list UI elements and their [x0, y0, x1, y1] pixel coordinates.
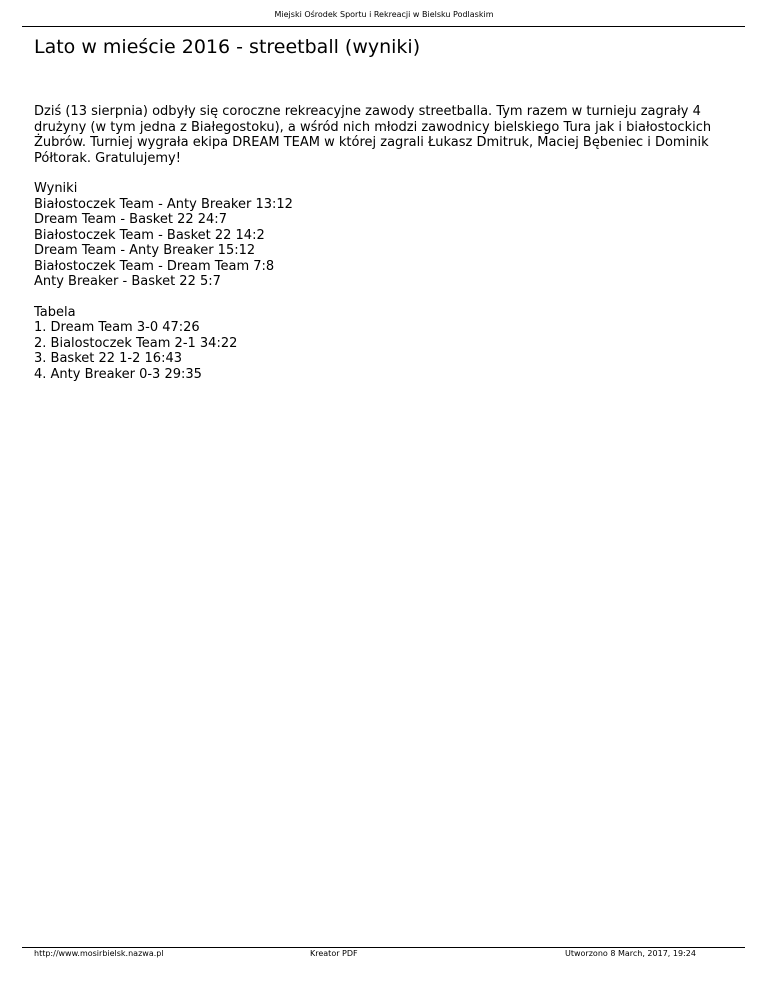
footer-divider: [22, 947, 745, 948]
results-section: [34, 181, 734, 290]
standings-row: 3. Basket 22 1-2 16:43: [34, 351, 182, 366]
footer-created: Utworzono 8 March, 2017, 19:24: [565, 949, 696, 958]
site-header: Miejski Ośrodek Sportu i Rekreacji w Bielsku Podlaskim: [274, 10, 494, 19]
intro-line: Żubrów. Turniej wygrała ekipa DREAM TEAM w której zagrali Łukasz Dmitruk, Maciej Bębeniec i Dominik: [34, 135, 709, 150]
standings-heading: Tabela: [34, 304, 76, 320]
intro-line: Dziś (13 sierpnia) odbyły się coroczne rekreacyjne zawody streetballa. Tym razem w turnieju zagrały 4: [34, 104, 701, 119]
result-row: Białostoczek Team - Dream Team 7:8: [34, 258, 275, 274]
article-title: Lato w mieście 2016 - streetball (wyniki): [34, 36, 421, 58]
standings-row: 2. Bialostoczek Team 2-1 34:22: [34, 335, 238, 351]
standings-row: 4. Anty Breaker 0-3 29:35: [34, 366, 202, 382]
results-heading: Wyniki: [34, 181, 78, 196]
result-row: Białostoczek Team - Basket 22 14:2: [34, 227, 265, 243]
article-body: [34, 104, 734, 382]
result-row: Dream Team - Anty Breaker 15:12: [34, 243, 256, 258]
footer-generator: Kreator PDF: [310, 949, 358, 958]
footer-url: http://www.mosirbielsk.nazwa.pl: [34, 949, 164, 958]
result-row: Białostoczek Team - Anty Breaker 13:12: [34, 196, 293, 212]
result-row: Dream Team - Basket 22 24:7: [34, 212, 227, 227]
header-divider: [22, 26, 745, 27]
intro-paragraph: [34, 104, 734, 166]
standings-row: 1. Dream Team 3-0 47:26: [34, 320, 200, 335]
standings-section: [34, 305, 734, 383]
intro-line: drużyny (w tym jedna z Białegostoku), a wśród nich młodzi zawodnicy bielskiego Tura jak i białostockich: [34, 119, 712, 135]
intro-line: Półtorak. Gratulujemy!: [34, 150, 181, 166]
result-row: Anty Breaker - Basket 22 5:7: [34, 274, 221, 289]
